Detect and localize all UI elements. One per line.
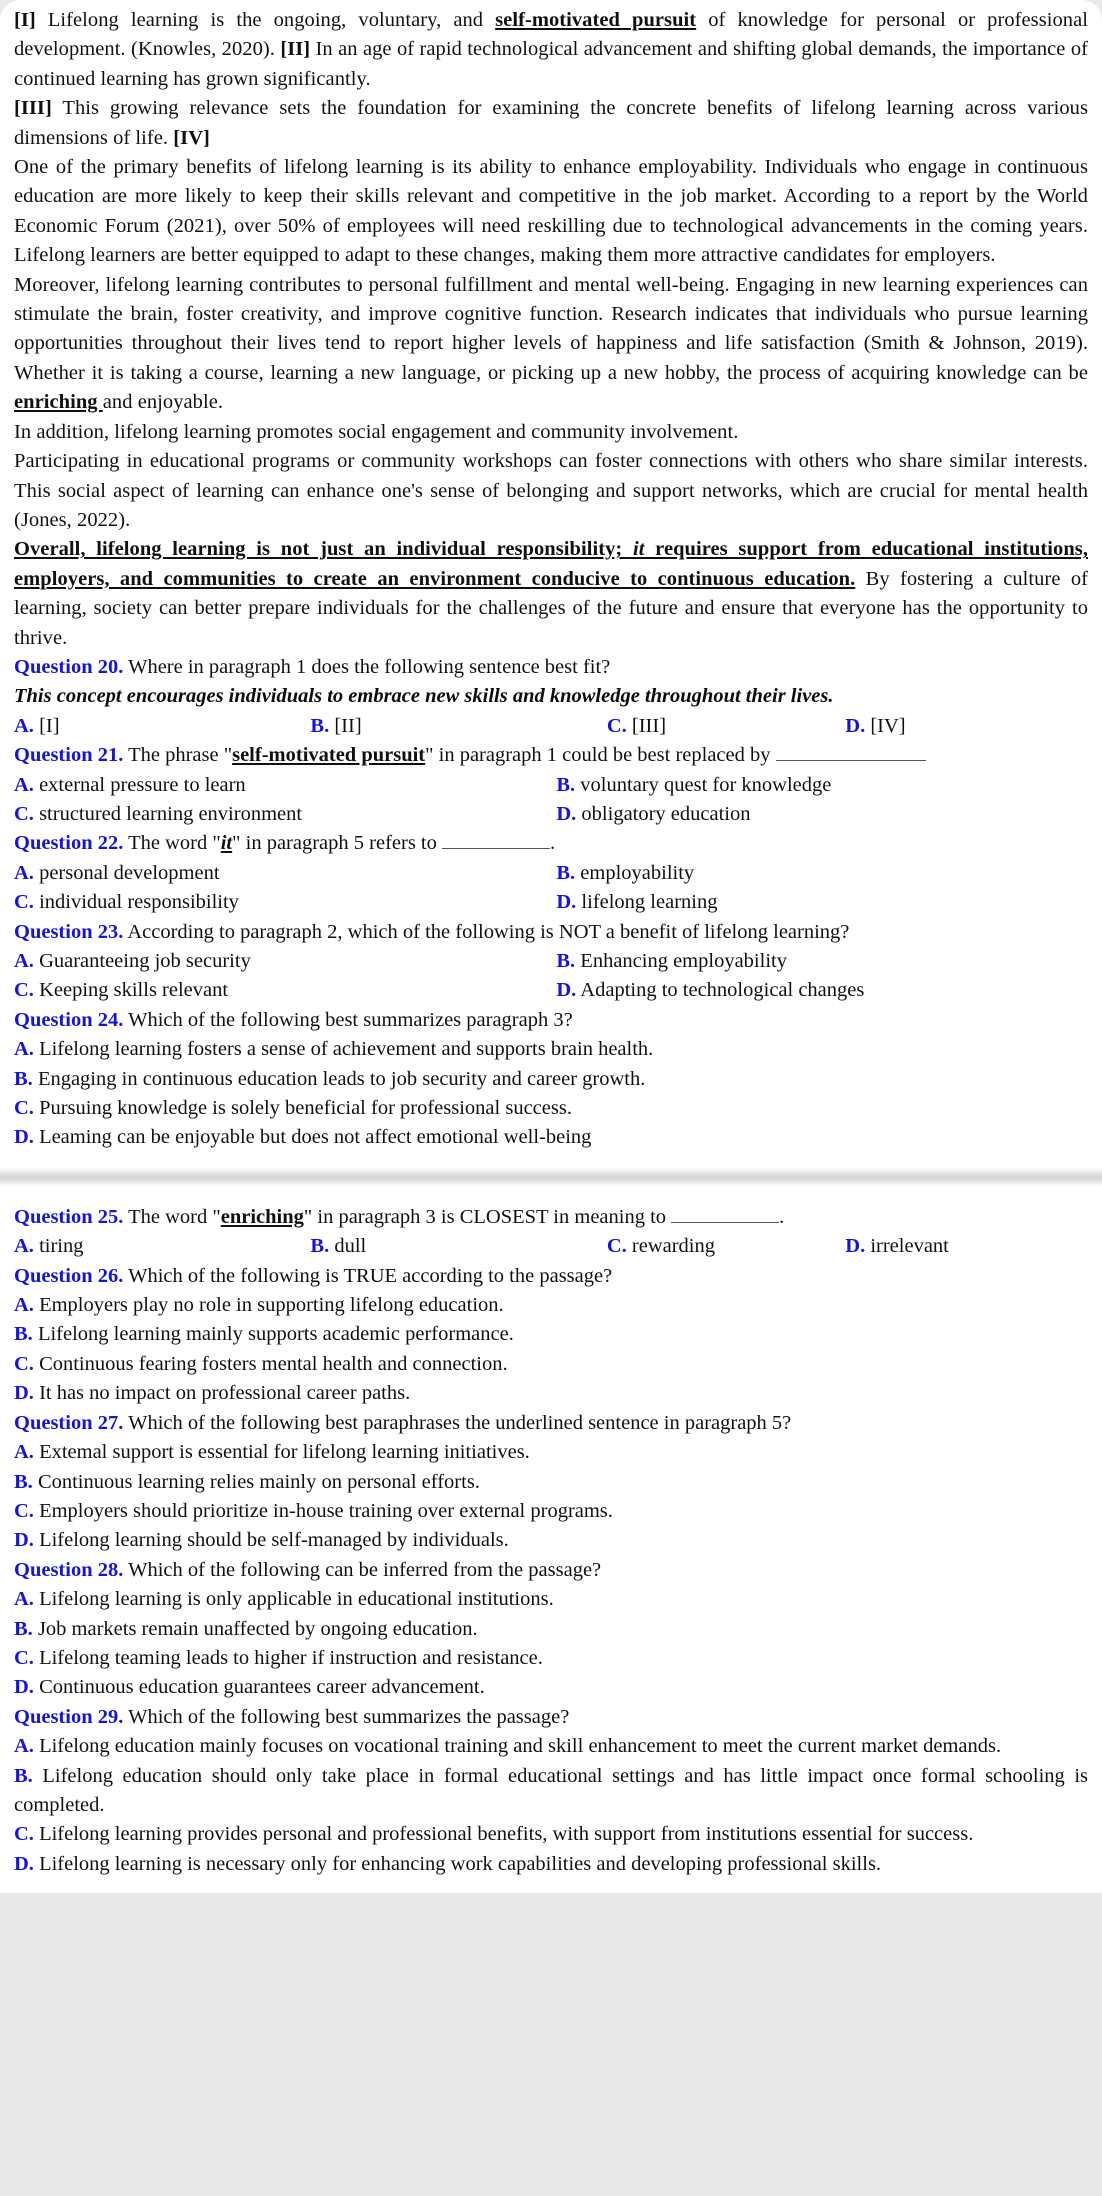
option-q27-a[interactable]	[14, 1438, 1088, 1467]
option-letter: B.	[310, 1235, 330, 1258]
passage-text: In an age of rapid technological advancement and shifting global demands, the importance of continued learning has grown significantly.	[14, 38, 1088, 90]
option-text: Lifelong learning provides personal and professional benefits, with support from institutions essential for success.	[33, 1823, 974, 1846]
passage-paragraph-4	[14, 271, 1088, 418]
option-letter: D.	[14, 1852, 34, 1875]
option-q24-c[interactable]	[14, 1094, 1088, 1123]
question-text: According to paragraph 2, which of the following is NOT a benefit of lifelong learning?	[123, 920, 850, 943]
option-q28-a[interactable]	[14, 1585, 1088, 1614]
question-text: Which of the following best summarizes the passage?	[123, 1705, 570, 1728]
option-letter: C.	[14, 979, 34, 1002]
option-q26-c[interactable]	[14, 1350, 1088, 1379]
option-text: [III]	[626, 714, 667, 737]
option-text: Continuous fearing fosters mental health and connection.	[33, 1352, 508, 1375]
question-label-q21: Question 21.	[14, 744, 124, 767]
question-label-q29: Question 29.	[14, 1705, 124, 1728]
option-letter: D.	[14, 1676, 34, 1699]
option-letter: C.	[14, 1097, 34, 1120]
option-q25-b[interactable]	[310, 1232, 606, 1261]
option-text: [II]	[329, 714, 362, 737]
question-text: " in paragraph 5 refers to	[232, 832, 443, 855]
option-q26-d[interactable]	[14, 1379, 1088, 1408]
option-letter: C.	[14, 802, 34, 825]
options-q29	[14, 1732, 1088, 1879]
option-letter: A.	[14, 1735, 34, 1758]
options-q24	[14, 1035, 1088, 1153]
question-underlined-phrase: self-motivated pursuit	[232, 744, 426, 767]
option-letter: A.	[14, 861, 34, 884]
underlined-pronoun-it: it	[632, 538, 645, 561]
question-label-q28: Question 28.	[14, 1558, 124, 1581]
option-text: [I]	[33, 714, 60, 737]
option-q27-c[interactable]	[14, 1497, 1088, 1526]
question-label-q25: Question 25.	[14, 1205, 124, 1228]
option-q29-a[interactable]	[14, 1732, 1088, 1761]
option-q20-b[interactable]	[310, 712, 606, 741]
passage-paragraph-1	[14, 6, 1088, 94]
option-text: Lifelong teaming leads to higher if instruction and resistance.	[33, 1646, 543, 1669]
question-label-q22: Question 22.	[14, 832, 124, 855]
question-block-q21	[14, 741, 1088, 829]
passage-text: Moreover, lifelong learning contributes to personal fulfillment and mental well-being. Engaging in new learning experiences can stimulate the brain, foster creativity, and improve cognitive function. Research indicates that individuals who pursue learning opportunities throughout their lives tend to report higher levels of happiness and life satisfaction (Smith & Johnson, 2019). Whether it is taking a course, learning a new language, or picking up a new hobby, the process of acquiring knowledge can be	[14, 273, 1088, 384]
option-q25-d[interactable]	[845, 1232, 1088, 1261]
option-q24-a[interactable]	[14, 1035, 1088, 1064]
option-text: dull	[329, 1235, 367, 1258]
options-q28	[14, 1585, 1088, 1703]
options-q25	[14, 1232, 1088, 1261]
option-q28-b[interactable]	[14, 1615, 1088, 1644]
question-prompt-q26	[14, 1262, 1088, 1291]
option-text: Keeping skills relevant	[33, 979, 229, 1002]
question-underlined-word-enriching: enriching	[220, 1205, 304, 1228]
option-letter: B.	[14, 1470, 33, 1493]
option-letter: D.	[556, 979, 577, 1002]
passage-paragraph-6: Participating in educational programs or community workshops can foster connections with others who share similar interests. This social aspect of learning can enhance one's sense of belonging and support networks, which are crucial for mental health (Jones, 2022).	[14, 450, 1088, 531]
option-text: rewarding	[626, 1235, 716, 1258]
question-block-q25	[14, 1203, 1088, 1262]
passage-paragraph-3: One of the primary benefits of lifelong learning is its ability to enhance employability. Individuals who engage in continuous education are more likely to keep their skills relevant and competitive in the job market. According to a report by the World Economic Forum (2021), over 50% of employees will need reskilling due to technological advancements in the coming years. Lifelong learners are better equipped to adapt to these changes, making them more attractive candidates for employers.	[14, 156, 1088, 267]
question-prompt-q23	[14, 918, 1088, 947]
option-text: tiring	[33, 1235, 84, 1258]
question-label-q26: Question 26.	[14, 1264, 124, 1287]
question-text: Which of the following best paraphrases the underlined sentence in paragraph 5?	[123, 1411, 792, 1434]
question-prompt-q27	[14, 1409, 1088, 1438]
option-q20-d[interactable]	[845, 712, 1088, 741]
option-text: Lifelong learning is only applicable in educational institutions.	[33, 1588, 554, 1611]
option-q24-d[interactable]	[14, 1123, 1088, 1152]
option-q21-d[interactable]	[556, 800, 1088, 829]
question-block-q27	[14, 1409, 1088, 1556]
question-block-q26	[14, 1262, 1088, 1409]
answer-blank-q21[interactable]	[776, 760, 926, 761]
option-q29-d[interactable]	[14, 1850, 1088, 1879]
option-text: Adapting to technological changes	[576, 979, 865, 1002]
option-text: Lifelong learning fosters a sense of achievement and supports brain health.	[33, 1038, 654, 1061]
option-letter: A.	[14, 1588, 34, 1611]
underlined-sentence-part-a: Overall, lifelong learning is not just an individual responsibility;	[14, 538, 633, 561]
option-letter: B.	[14, 1067, 33, 1090]
passage-text: This growing relevance sets the foundation for examining the concrete benefits of lifelong learning across various dimensions of life.	[14, 97, 1088, 149]
option-q21-c[interactable]	[14, 800, 556, 829]
option-q28-c[interactable]	[14, 1644, 1088, 1673]
question-prompt-q25	[14, 1203, 1088, 1232]
question-block-q23	[14, 918, 1088, 1006]
option-q20-a[interactable]	[14, 712, 310, 741]
paragraph-marker-IV: [IV]	[173, 126, 210, 149]
option-letter: C.	[14, 891, 34, 914]
option-text: Continuous learning relies mainly on personal efforts.	[32, 1470, 480, 1493]
option-q22-c[interactable]	[14, 888, 556, 917]
option-letter: D.	[556, 891, 577, 914]
option-text: Lifelong education should only take place in formal educational settings and has little impact once formal schooling is completed.	[14, 1764, 1088, 1816]
answer-blank-q25[interactable]	[671, 1222, 779, 1223]
options-q20	[14, 712, 1088, 741]
question-text-tail: .	[550, 832, 556, 855]
question-label-q24: Question 24.	[14, 1008, 124, 1031]
paragraph-marker-I: [I]	[14, 9, 36, 31]
option-letter: C.	[606, 1235, 627, 1258]
option-q23-c[interactable]	[14, 976, 556, 1005]
question-text: Where in paragraph 1 does the following sentence best fit?	[123, 655, 611, 678]
option-q23-d[interactable]	[556, 976, 1088, 1005]
passage-text: By fostering a culture of learning, society can better prepare individuals for the challenges of the future and ensure that everyone has the opportunity to thrive.	[14, 567, 1089, 649]
question-label-q20: Question 20.	[14, 655, 124, 678]
option-text: Job markets remain unaffected by ongoing education.	[32, 1617, 478, 1640]
page-2	[0, 1187, 1102, 1893]
option-text: irrelevant	[865, 1235, 949, 1258]
option-text: individual responsibility	[33, 891, 239, 914]
passage-text: and enjoyable.	[102, 391, 224, 414]
question-prompt-q29	[14, 1703, 1088, 1732]
option-q20-c[interactable]	[607, 712, 845, 741]
option-letter: C.	[606, 714, 627, 737]
option-text: lifelong learning	[576, 891, 718, 914]
question-text: Which of the following can be inferred from the passage?	[123, 1558, 602, 1581]
option-text: Pursuing knowledge is solely beneficial for professional success.	[33, 1097, 572, 1120]
option-letter: C.	[14, 1823, 34, 1846]
inserted-sentence-q20: This concept encourages individuals to embrace new skills and knowledge throughout their lives.	[14, 685, 834, 708]
question-prompt-q24	[14, 1006, 1088, 1035]
option-letter: A.	[14, 1235, 34, 1258]
option-q21-a[interactable]	[14, 771, 556, 800]
option-letter: D.	[556, 802, 577, 825]
option-text: [IV]	[865, 714, 906, 737]
options-q27	[14, 1438, 1088, 1556]
option-q24-b[interactable]	[14, 1065, 1088, 1094]
option-letter: A.	[14, 1038, 34, 1061]
question-block-q20	[14, 653, 1088, 741]
question-text: The word "	[123, 1205, 221, 1228]
option-text: Enhancing employability	[575, 950, 787, 972]
question-label-q23: Question 23.	[14, 920, 124, 943]
question-text: Which of the following is TRUE according to the passage?	[123, 1264, 613, 1287]
page-separator	[0, 1167, 1102, 1187]
question-block-q24	[14, 1006, 1088, 1153]
option-q25-c[interactable]	[607, 1232, 845, 1261]
option-letter: B.	[14, 1764, 33, 1787]
option-q22-b[interactable]	[556, 859, 1088, 888]
option-text: Lifelong learning is necessary only for enhancing work capabilities and developing professional skills.	[33, 1852, 882, 1875]
option-text: Employers play no role in supporting lifelong education.	[33, 1294, 504, 1317]
option-text: employability	[575, 861, 695, 884]
option-text: Lifelong learning mainly supports academic performance.	[32, 1323, 514, 1346]
option-letter: A.	[14, 1441, 34, 1464]
option-letter: D.	[14, 1126, 34, 1149]
option-letter: D.	[845, 1235, 866, 1258]
question-text: The word "	[123, 832, 221, 855]
option-letter: A.	[14, 773, 34, 796]
option-text: It has no impact on professional career paths.	[33, 1382, 411, 1405]
option-letter: A.	[14, 1294, 34, 1317]
question-text: " in paragraph 3 is CLOSEST in meaning to	[303, 1205, 672, 1228]
option-letter: D.	[14, 1382, 34, 1405]
option-q25-a[interactable]	[14, 1232, 310, 1261]
option-text: voluntary quest for knowledge	[575, 773, 832, 796]
question-label-q27: Question 27.	[14, 1411, 124, 1434]
question-prompt-q22	[14, 829, 1088, 858]
option-text: Engaging in continuous education leads to job security and career growth.	[32, 1067, 646, 1090]
options-q23	[14, 947, 1088, 1006]
passage-text: of knowledge for personal or professional development. (Knowles, 2020).	[14, 9, 1088, 61]
option-letter: C.	[14, 1499, 34, 1522]
option-text: Continuous education guarantees career advancement.	[33, 1676, 485, 1699]
option-text: Extemal support is essential for lifelong learning initiatives.	[33, 1441, 530, 1464]
paragraph-marker-II: [II]	[280, 38, 311, 61]
option-q23-b[interactable]	[556, 947, 1088, 976]
underlined-phrase-self-motivated-pursuit: self-motivated pursuit	[495, 9, 697, 31]
question-block-q29	[14, 1703, 1088, 1879]
paragraph-marker-III: [III]	[14, 97, 52, 120]
option-q21-b[interactable]	[556, 771, 1088, 800]
passage-text: Lifelong learning is the ongoing, voluntary, and	[35, 9, 496, 31]
question-text: " in paragraph 1 could be best replaced by	[425, 744, 776, 767]
option-q26-a[interactable]	[14, 1291, 1088, 1320]
option-q22-d[interactable]	[556, 888, 1088, 917]
option-letter: D.	[14, 1529, 34, 1552]
question-block-q28	[14, 1556, 1088, 1703]
question-prompt-q20	[14, 653, 1088, 682]
option-letter: C.	[14, 1352, 34, 1375]
option-text: personal development	[33, 861, 220, 884]
option-q28-d[interactable]	[14, 1673, 1088, 1702]
underlined-sentence-part-b: requires support from educational institutions, employers, and communities to create an environment conducive to continuous education.	[14, 538, 1088, 590]
question-prompt-q28	[14, 1556, 1088, 1585]
options-q26	[14, 1291, 1088, 1409]
option-text: structured learning environment	[33, 802, 303, 825]
answer-blank-q22[interactable]	[442, 848, 550, 849]
option-letter: B.	[14, 1323, 33, 1346]
question-block-q22	[14, 829, 1088, 917]
option-letter: B.	[556, 950, 576, 972]
option-letter: A.	[14, 714, 34, 737]
options-q21	[14, 771, 1088, 830]
option-q22-a[interactable]	[14, 859, 556, 888]
option-letter: B.	[556, 861, 576, 884]
option-q27-d[interactable]	[14, 1526, 1088, 1555]
option-q27-b[interactable]	[14, 1468, 1088, 1497]
option-q23-a[interactable]	[14, 947, 556, 976]
option-q29-c[interactable]	[14, 1820, 1088, 1849]
option-letter: C.	[14, 1646, 34, 1669]
question-text: The phrase "	[123, 744, 233, 767]
option-q29-b[interactable]	[14, 1762, 1088, 1821]
question-prompt-q21	[14, 741, 1088, 770]
option-letter: D.	[845, 714, 866, 737]
option-letter: B.	[310, 714, 330, 737]
passage-paragraph-2	[14, 94, 1088, 153]
options-q22	[14, 859, 1088, 918]
option-text: external pressure to learn	[33, 773, 246, 796]
option-q26-b[interactable]	[14, 1320, 1088, 1349]
question-text-tail: .	[779, 1205, 785, 1228]
option-text: obligatory education	[576, 802, 751, 825]
question-underlined-word-it: it	[220, 832, 233, 855]
option-text: Employers should prioritize in-house training over external programs.	[33, 1499, 613, 1522]
option-text: Lifelong education mainly focuses on vocational training and skill enhancement to meet the current market demands.	[33, 1735, 1002, 1758]
option-letter: A.	[14, 950, 34, 972]
underlined-word-enriching: enriching	[14, 391, 103, 414]
option-text: Lifelong learning should be self-managed by individuals.	[33, 1529, 509, 1552]
question-text: Which of the following best summarizes paragraph 3?	[123, 1008, 573, 1031]
option-letter: B.	[556, 773, 576, 796]
option-text: Leaming can be enjoyable but does not affect emotional well-being	[33, 1126, 592, 1149]
passage-paragraph-7	[14, 535, 1088, 653]
option-letter: B.	[14, 1617, 33, 1640]
passage-paragraph-5: In addition, lifelong learning promotes social engagement and community involvement.	[14, 420, 739, 443]
option-text: Guaranteeing job security	[33, 950, 251, 972]
